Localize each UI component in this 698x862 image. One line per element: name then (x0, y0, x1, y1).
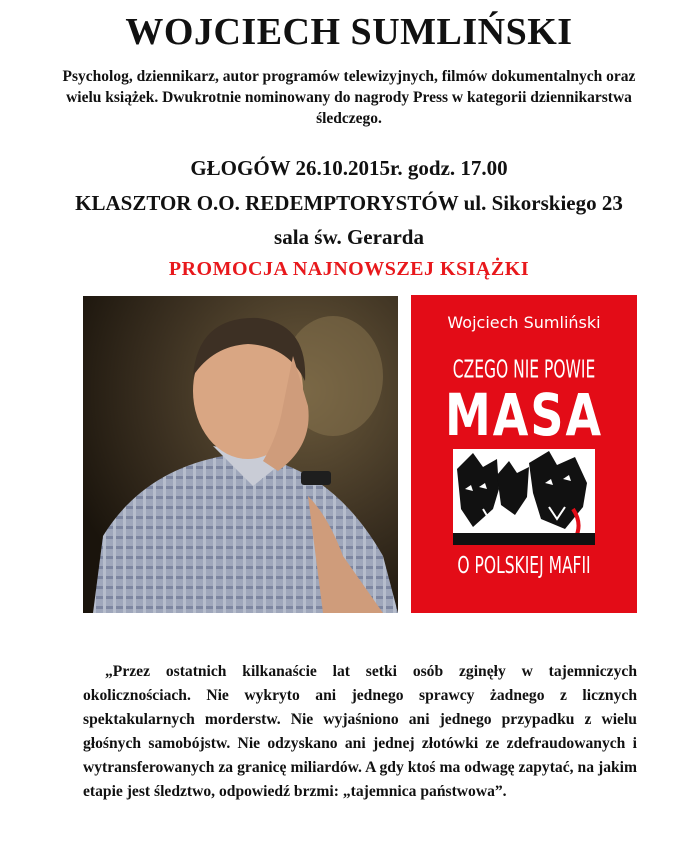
event-room: sala św. Gerarda (274, 225, 424, 249)
event-venue: KLASZTOR O.O. REDEMPTORYSTÓW ul. Sikorskiego 23 (75, 191, 623, 215)
author-bio: Psycholog, dziennikarz, autor programów telewizyjnych, filmów dokumentalnych oraz wielu książek. Dwukrotnie nominowany do nagrody Press w kategorii dziennikarstwa śledczego. (62, 68, 636, 127)
book-title-line3: O POLSKIEJ MAFII (457, 552, 591, 579)
book-title-line2: MASA (444, 381, 604, 449)
book-author: Wojciech Sumliński (447, 313, 601, 332)
page-title: WOJCIECH SUMLIŃSKI (125, 11, 573, 53)
author-portrait-image (83, 296, 398, 613)
book-quote: „Przez ostatnich kilkanaście lat setki osób zginęły w tajemniczych okolicznościach. Nie wykryto ani jednego sprawcy żadnego z licznych spektakularnych morderstw. Nie wyjaśniono ani jednego przypadku z wielu głośnych samobójstw. Nie odzyskano ani jednej złotówki ze zdefraudowanych i wytransferowanych za granicę miliardów. A gdy ktoś ma odwagę zapytać, na jakim etapie jest śledztwo, odpowiedź brzmi: „tajemnica państwowa”. (83, 663, 637, 800)
event-date: GŁOGÓW 26.10.2015r. godz. 17.00 (190, 156, 508, 180)
author-photo (83, 296, 398, 613)
book-title-line1: CZEGO NIE POWIE (452, 355, 596, 384)
book-cover (411, 295, 637, 613)
wolves-illustration (453, 449, 595, 545)
promo-heading: PROMOCJA NAJNOWSZEJ KSIĄŻKI (168, 258, 530, 280)
